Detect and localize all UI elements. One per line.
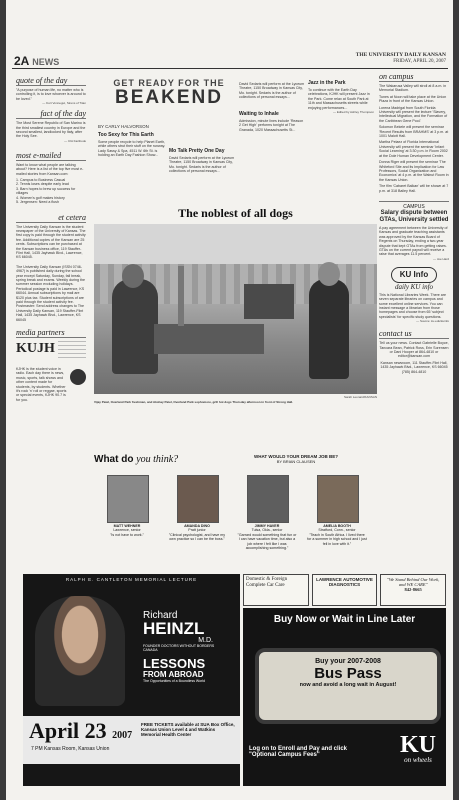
emailed-item[interactable]: 4. Women's golf makes history [16, 195, 65, 200]
quote-credit: — Kurt Vonnegut, Sirens of Titan [42, 101, 86, 106]
avatar [317, 475, 359, 523]
ku-info-credit: — Source: ku.edu/kuinfo [416, 319, 449, 324]
wdyt-title: What do you think? [94, 454, 179, 465]
bus-pass-ad [243, 608, 446, 786]
event-title: Waiting to Inhale [239, 111, 279, 117]
avatar [247, 475, 289, 523]
campus-item: Tunes at Noon will take place at the Union Plaza in front of the Kansas Union. [379, 94, 447, 104]
kjhk-text: KJHK is the student voice in radio. Each day there is news, music, sports, talk shows and other content made for students, by students. Whether it's rock 'n' roll or reggae, sports or special events, KJHK 90.7 is for you. [16, 367, 67, 402]
photo-credit: Sarah Leonard/KANSAN [343, 395, 377, 399]
emailed-item[interactable]: 3. Barn hopes to brew up success for villages [16, 186, 76, 196]
bus-window [255, 648, 441, 724]
campus-credit: — Joe Hard [432, 256, 449, 261]
beakend-feature [96, 78, 242, 108]
campus-item: The Wakarusa Valley will stroll at 8 a.m. in Memorial Stadium. [379, 84, 447, 93]
photo-pole [178, 266, 184, 326]
quote-label: quote of the day [16, 76, 86, 86]
campus-body: A pay agreement between the University of Kansas and graduate teaching assistants was approved by the Kansas Board of Regents on Thursday, ending a two-year dispute that kept GTAs from getting raises. GTAs on the current payroll will receive a raise that averages 11.5 percent. [379, 225, 448, 257]
ku-info-label: daily KU info [394, 282, 434, 291]
avatar [107, 475, 149, 523]
ku-wheels-logo: KU on wheels [400, 732, 436, 764]
right-column [379, 72, 449, 374]
ad-time-place: 7 PM Kansas Room, Kansas Union [31, 746, 110, 752]
photo-headline: The noblest of all dogs [178, 206, 293, 220]
ku-info-text: This is National Libraries Week. There are seven separate libraries on campus and some excellent online services. You can instant message a librarian from those homepages and choose from 65 'subject specialists' for specific study questions. [379, 292, 446, 319]
etcetera-text: The University Daily Kansan is the student newspaper of the University of Kansas. The first copy is paid through the student activity fee. Additional copies of the Kansan are 25 cents. Subscriptions can be purchased at the Kansan business office, 119 Stauffer-Flint Hall, 1435 Jayhawk Blvd., Lawrence, KS 66045. [16, 224, 86, 260]
feature-col-2 [169, 124, 237, 174]
bus-pass-title: Bus Pass [314, 665, 382, 682]
etcetera-label: et cetera [16, 213, 86, 223]
feature-text-cont: David Sedaris will perform at the Lyceum Theatre, 1150 Broadway in Kansas City, Mo. tonight. Sedaris is the author of collections of personal essays... [239, 82, 305, 100]
newspaper-page [6, 0, 453, 800]
quote-text: "A purpose of human life, no matter who is controlling it, is to love whoever is around to be loved." [16, 88, 86, 101]
feature-col-1 [98, 124, 166, 158]
lecture-ad [23, 574, 240, 786]
emailed-item[interactable]: 1. Campus to Business Casual [16, 178, 66, 183]
ad-tickets: FREE TICKETS available at SUA Box Office, Kansas Union Level 4 and Watkins Memorial Health Center [141, 722, 235, 737]
event-title: Mo Talk Pretty One Day [169, 148, 225, 154]
campus-item: Lorena Madrigal from South Florida University will present the lecture 'Slavery, Intellectual Migration, and the Formation of the Caribbean Gene Pool.' [379, 105, 448, 123]
kjhk-logo-icon [70, 369, 86, 385]
campus-item: Solomon Bekele will present the seminar 'Recent Results from BRAHMS' at 3 p.m. at 1001 Malott Hall. [379, 125, 449, 139]
campus-item: Martha Pelaez of Florida International University will present the seminar 'Infant Social Learning' at 3:30 p.m. in Room 2002 at the Dole Human Development Center. [379, 140, 448, 158]
left-column [16, 72, 86, 402]
emailed-label: most e-mailed [16, 151, 86, 161]
photo-car [244, 284, 294, 319]
lecture-series: RALPH E. CANTLETON MEMORIAL LECTURE [65, 577, 198, 582]
photo-person-left [112, 279, 158, 374]
kjhk-row [16, 365, 86, 402]
bus-sub: Buy your 2007-2008 [315, 658, 381, 665]
person-card: JIMMY HAVER Tulsa, Okla., senior "Garrard would something that fun or I can have vacation time, but also a job where I felt like I was accomplishing something." [237, 524, 297, 551]
speaker-name: Richard HEINZL M.D. FOUNDER DOCTORS WITHOUT BORDERS CANADA LESSONS FROM ABROAD The Opportunities of a Boundless World [143, 610, 215, 683]
emailed-intro: Want to know what people are talking about? Here is a list of the top five most e-mailed stories from Kansan.com: [16, 162, 84, 176]
contact-text: Tell us your news. Contact Gabrielle Boyce, Tancara Bean, Patrick Ross, Erin Sorensen or Dani Hooper at 864-4810 or editor@kansan.com [379, 341, 449, 359]
section-label: 2A NEWS [14, 54, 60, 68]
masthead: THE UNIVERSITY DAILY KANSAN FRIDAY, APRIL 20, 2007 [355, 52, 446, 64]
feature-title: BEAKEND [115, 87, 223, 108]
event-title: Jazz in the Park [308, 80, 346, 86]
ad-date: April 23 2007 [29, 718, 133, 743]
domestic-ad: Domestic & Foreign Complete Car Care [243, 574, 309, 606]
photo-head-right [318, 262, 340, 286]
feature-col-3 [239, 80, 305, 132]
event-title: Too Sexy for This Earth [98, 132, 154, 138]
person-card: MATT WEHNER Lawrence, senior "Is not have to work." [110, 524, 144, 537]
campus-item: Donna Riger will present the seminar 'The Whiteford Site and its Implication for Law Professors, Social Organization and Economics' at 4 p.m. at the Walnut Room in the Kansas Union. [379, 160, 449, 182]
etcetera-text-2: The University Daily Kansan (ISSN 0746-4967) is published daily during the school year except Saturday, Sunday, fall break, spring break and exams. Weekly during the summer session excluding holidays. Periodical postage is paid in Lawrence, KS 66044. Annual subscriptions by mail are $120 plus tax. Student subscriptions of are paid through the student activity fee. Postmaster: Send address changes to The University Daily Kansan, 119 Stauffer-Flint Hall, 1435 Jayhawk Blvd., Lawrence, KS 66045 [16, 264, 86, 322]
contact-label: contact us [379, 329, 449, 339]
page-header [12, 52, 448, 69]
emailed-item[interactable]: 2. Tennis loses despite early lead [16, 182, 69, 187]
photo-caption: Vijay Patel, Overland Park freshman, and Akshay Patel, Overland Park sophomore, grill hot dogs Thursday afternoon in front of Strong Hall. [94, 400, 294, 404]
ku-info-logo: KU Info [391, 267, 437, 283]
event-body: Some people recycle to help Planet Earth, while others strut their stuff on the runway. Lady Sassy & Spa, 4511 W. 6th St. is holding an Earth Day Fashion Show... [98, 140, 166, 158]
contact-address: Kansan newsroom, 111 Stauffer-Flint Hall, 1435 Jayhawk Blvd., Lawrence, KS 66045 (785) 864-4810 [380, 360, 448, 374]
person-card: AMELIA BOOTH Stratford, Conn., senior "Teach in South Africa. I lived there for a summer in high school and I just fell in love with it." [307, 524, 367, 546]
campus-section-label: CAMPUS [379, 201, 449, 210]
emailed-item[interactable]: 5. Jergensen: Need a flush [16, 200, 59, 205]
event-body: Admission, minute lines include 'Reason 2 Get High' performs tonight at The Granada, 1020 Massachusetts St... [239, 119, 304, 132]
photo-grill [154, 324, 264, 354]
feature-byline: BY CARLY HALVORSON [98, 124, 149, 129]
person-card: AMANDA DINO Pratt junior "Clinical psychologist, and have my own practice so I can be the boss." [168, 524, 226, 542]
lawrence-auto-ad: LAWRENCE AUTOMOTIVE DIAGNOSTICS [312, 574, 378, 606]
photo-head-left [122, 264, 144, 288]
bus-avail: now and avoid a long wait in August! [299, 682, 397, 688]
speaker-photo [35, 596, 125, 706]
small-ads [243, 574, 446, 606]
on-campus-label: on campus [379, 72, 449, 82]
media-label: media partners [16, 328, 86, 338]
campus-item: The film 'Cabaret Balkan' will be shown at 7 p.m. at 318 Bailey Hall. [379, 184, 449, 193]
fact-text: The Most Serene Republic of San Marino is the third smallest country in Europe and the second smallest, landlocked by Italy, after the Holy See. [16, 121, 86, 139]
fact-credit: — CIA Factbook [64, 138, 86, 143]
feature-edited: — Edited by Ashley Thompson [333, 110, 374, 115]
event-body: David Sedaris will perform at the Lyceum Theatre, 1150 Broadway in Kansas City, Mo. tonight. Sedaris is the author of collections of personal essays... [169, 156, 235, 174]
photo-person-right [309, 279, 349, 379]
ad-date-band [23, 716, 240, 764]
stand-behind-ad: "We Stand Behind Our Work, and WE CARE" 842-8665 [380, 574, 446, 606]
feature-col-4 [308, 80, 374, 114]
campus-headline: Salary dispute between GTAs, University settled [379, 209, 449, 223]
kujh-text-block [58, 341, 86, 361]
emailed-list [16, 178, 86, 204]
hotdog-photo [94, 224, 377, 394]
bus-headline: Buy Now or Wait in Line Later [273, 614, 416, 625]
small-ads-row [243, 574, 446, 606]
bus-login: Log on to Enroll and Pay and click "Optional Campus Fees" [249, 746, 348, 758]
fact-label: fact of the day [16, 109, 86, 119]
feature-kicker: GET READY FOR THE [113, 78, 225, 88]
media-row [16, 341, 86, 361]
event-body: To continue with the Earth Day celebrations, KJHK will present Jazz in the Park. Come relax at South Park at 11th and Massachusetts streets while enjoying performances... [308, 88, 370, 110]
wdyt-question: WHAT WOULD YOUR DREAM JOB BE? BY BRIAN CLAUSEN [253, 454, 339, 464]
kujh-logo: KUJH [16, 341, 55, 357]
avatar [177, 475, 219, 523]
